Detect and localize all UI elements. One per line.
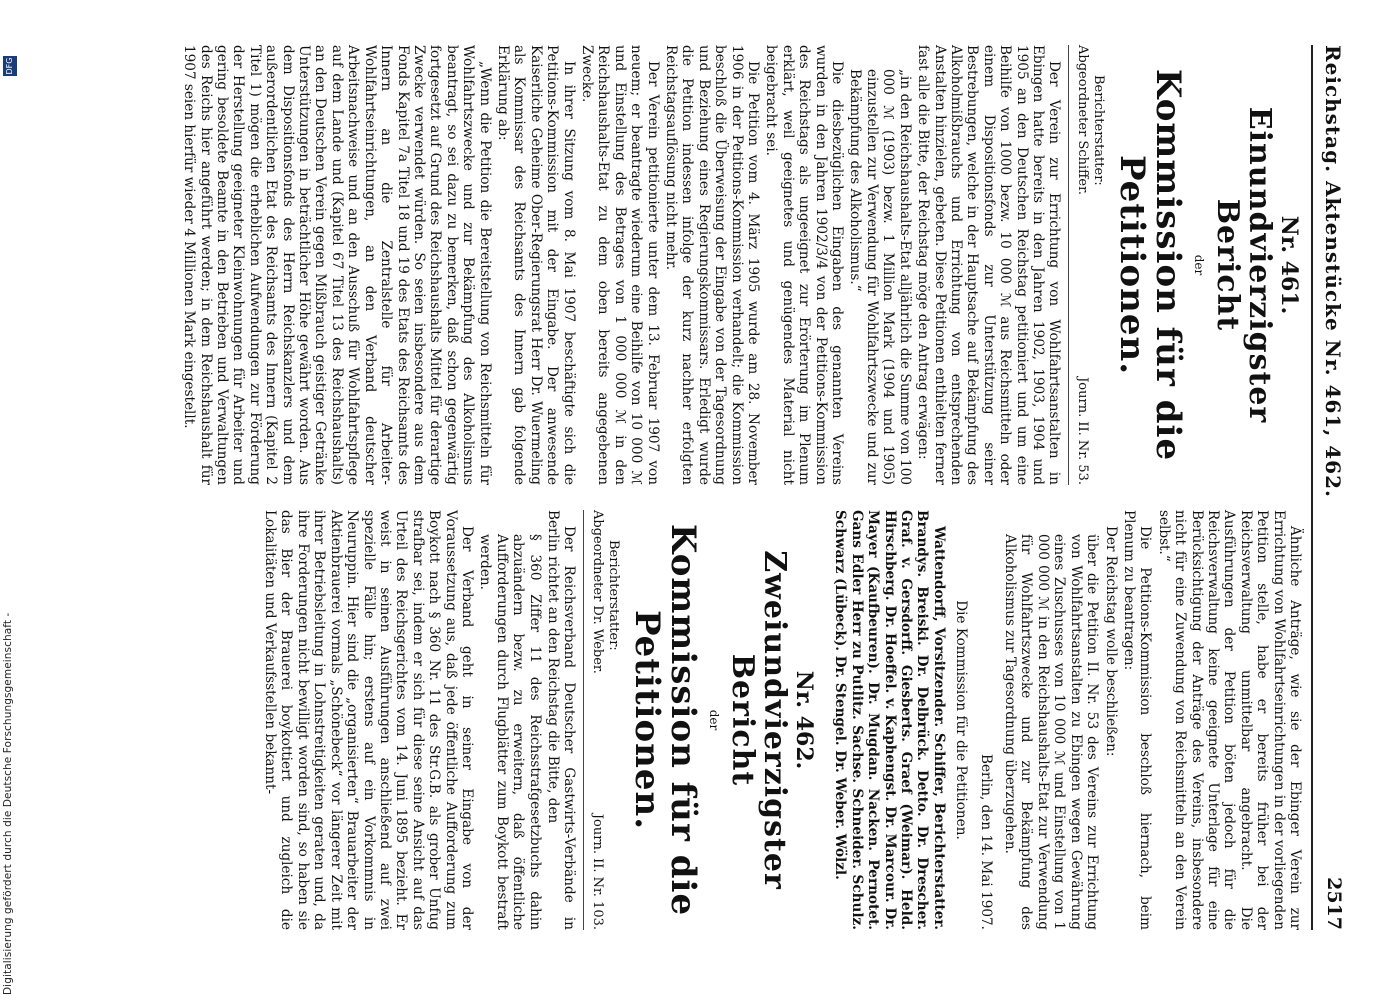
paragraph: Die diesbezüglichen Eingaben des genannten Vereins wurden in den Jahren 1902/3/4 von der Petitions-Kommission des Reichstags als ungeeignet zur Erörterung im Plenum erklärt, weil geeignetes und genügendes Material nicht beigebracht sei.	[763, 45, 846, 485]
column-right	[20, 510, 1303, 930]
journal-number-2: Journ. II. Nr. 103.	[589, 813, 605, 930]
commission-members: Wattendorff, Vorsitzender. Schiffer, Berichterstatter. Brandys. Breiski. Dr. Delbrück. Detto. Dr. Drescher. Graf. v. Gersdorff. Giesberts. Graef (Weimar). Held. Hirschberg. Dr. Hoeffel. v. Kaphengst. Dr. Marcour. Dr. Mayer (Kaufbeuren). Dr. Mugdan. Nacken. Pernotet. Gans Edler Herr zu Putlitz. Sachse. Schneider. Schulz. Schwarz (Lübeck). Dr. Stengel. Dr. Weber. Wölzl.	[832, 510, 947, 930]
commission-heading: Die Kommission für die Petitionen.	[953, 600, 970, 840]
report-number: Nr. 461.	[1276, 215, 1302, 315]
page-header	[1313, 45, 1353, 930]
report-reference	[1073, 45, 1106, 485]
reporter-label-2: Berichterstatter:	[606, 540, 622, 651]
paragraph: Der Verein zur Errichtung von Wohlfahrtsanstalten in Ebingen hatte bereits in den Jahren 1902, 1903, 1904 und 1905 an den Deutschen Reichstag petitioniert und um eine Beihilfe von 1000 bezw. 10 000 ℳ aus Reichsmitteln oder einem Dispositionsfonds zur Unterstützung seiner Bestrebungen, welche in der Hauptsache auf Bekämpfung des Alkoholmißbrauchs und Errichtung von entsprechenden Anstalten hinzielen, gebeten. Diese Petitionen enthielten ferner fast alle die Bitte, der Reichstag möge den Antrag erwägen:	[915, 45, 1063, 485]
journal-number: Journ. II. Nr. 53.	[1074, 377, 1090, 485]
paragraph: Der Reichsverband Deutscher Gastwirts-Verbände in Berlin richtet an den Reichstag die Bitte, den	[545, 510, 578, 930]
report-title-2: Zweiundvierzigster Bericht	[724, 550, 792, 890]
resolution-text: über die Petition II. Nr. 53 des Vereins zur Errichtung von Wohlfahrtsanstalten zu Ebingen wegen Gewährung eines Zuschusses von 10 000 ℳ und Einstellung von 1 000 000 ℳ in den Reichshaushalts-Etat zur Verwendung für Wohlfahrtszwecke und zur Bekämpfung des Alkoholismus zur Tagesordnung überzugehen.	[1002, 534, 1101, 930]
digitization-credit: Digitalisierung gefördert durch die Deutsche Forschungsgemeinschaft -	[2, 612, 14, 995]
column-left	[20, 45, 1303, 485]
paragraph: „Wenn die Petition die Bereitstellung von Reichsmitteln für Wohlfahrtszwecke und zur Bekämpfung des Alkoholismus beantragt, so sei dazu zu bemerken, daß schon gegenwärtig fortgesetzt auf Grund des Reichshaushalts Mittel für derartige Zwecke verwendet würden. So seien insbesondere aus dem Fonds Kapitel 7a Titel 18 und 19 des Etats des Reichsamts des Innern an die Zentralstelle für Arbeiter-Wohlfahrtseinrichtungen, an den Verband deutscher Arbeitsnachweise und an den Ausschuß für Wohlfahrtspflege auf dem Lande und (Kapitel 67 Titel 13 des Reichshaushalts) an den Deutschen Verein gegen Mißbrauch geistiger Getränke Unterstützungen in beträchtlicher Höhe gewährt worden. Aus dem Dispositionsfonds des Herrn Reichskanzlers und dem außerordentlichen Etat des Reichsamts des Innern (Kapitel 2 Titel 1) mögen die erheblichen Aufwendungen zur Förderung der Herstellung geeigneter Kleinwohnungen für Arbeiter und gering besoldete Beamte in den Betrieben und Verwaltungen des Reichs hier angeführt werden; in dem Reichshaushalt für 1907 seien hierfür wieder 4 Millionen Mark eingestellt.	[181, 45, 493, 485]
report-der: der	[1191, 254, 1206, 276]
reporter-name-2: Abgeordneter Dr. Weber.	[589, 510, 605, 674]
report-subtitle: Kommission für die Petitionen.	[1112, 68, 1189, 462]
quoted-motion: „in den Reichshaushalts-Etat alljährlich die Summe von 100 000 ℳ (1903) bezw. 1 Million Mark (1904 und 1905) einzustellen zur Verwendung für Wohlfahrtszwecke und zur Bekämpfung des Alkoholismus.“	[847, 69, 913, 485]
report-number-2: Nr. 462.	[791, 670, 818, 770]
report-title: Einundvierzigster Bericht	[1209, 106, 1277, 424]
paragraph: Die Petitions-Kommission beschloß hiernach, beim Plenum zu beantragen:	[1120, 510, 1154, 930]
paragraph: Der Verband geht in seiner Eingabe von der Voraussetzung aus, daß jede öffentliche Aufforderung zum Boykott nach § 360 Nr. 11 des Str.G.B. als grober Unfug strafbar sei, indem er sich für diese seine Ansicht auf das Urteil des Reichsgerichtes vom 14. Juni 1895 bezieht. Er weist in seinen Ausführungen anschließend auf zwei spezielle Fälle hin; erstens auf ein Vorkommnis in Neuruppin. Hier sind die „organisierten“ Brauarbeiter der Aktienbrauerei vormals „Schönebeck“ vor längerer Zeit mit ihrer Betriebsleitung in Lohnstreitigkeiten geraten und, da ihre Forderungen nicht bewilligt worden sind, so haben sie das Bier der Brauerei boykottiert und zugleich die Lokalitäten und Verkaufsstellen bekannt-	[262, 510, 475, 930]
reporter-name: Abgeordneter Schiffer.	[1074, 45, 1090, 195]
reference-rule	[1068, 45, 1069, 485]
reporter-label: Berichterstatter:	[1091, 75, 1107, 186]
paragraph: Die Petition vom 4. März 1905 wurde am 28. November 1906 in der Petitions-Kommission verhandelt; die Kommission beschloß die Überweisung der Eingabe von der Tagesordnung und Beziehung eines Regierungskommissars. Erledigt wurde die Petition indessen infolge der kurz nachher erfolgten Reichstagsauflösung nicht mehr.	[663, 45, 762, 485]
paragraph: Der Verein petitionierte unter dem 13. Februar 1907 von neuem; er beantragte wiederum eine Beihilfe von 10 000 ℳ und Einstellung des Betrages von 1 000 000 ℳ in den Reichshaushalts-Etat zu dem oben bereits angegebenen Zwecke.	[579, 45, 661, 485]
dfg-logo: DFG	[3, 56, 17, 76]
header-rule	[1311, 45, 1313, 930]
paragraph: Der Reichstag wolle beschließen:	[1102, 526, 1119, 757]
paragraph: Ähnliche Anträge, wie sie der Ebinger Verein zur Errichtung von Wohlfahrtseinrichtungen in der vorliegenden Petition stelle, habe er bereits früher bei der Reichsverwaltung unmittelbar angebracht. Die Ausführungen der Petition böten jedoch für die Reichsverwaltung keine geeignete Unterlage für eine Berücksichtigung der Anträge des Vereins, insbesondere nicht für eine Zuwendung von Reichsmitteln an den Verein selbst.“	[1155, 510, 1303, 930]
reference-rule-2	[583, 510, 584, 930]
header-title: Reichstag. Aktenstücke Nr. 461, 462.	[1321, 45, 1345, 498]
paragraph: In ihrer Sitzung vom 8. Mai 1907 beschäftigte sich die Petitions-Kommission mit der Eingabe. Der anwesende Kaiserliche Geheime Ober-Regierungsrat Herr Dr. Wuermeling als Kommissar des Reichsamts des Innern gab folgende Erklärung ab:	[494, 45, 577, 485]
sidebar-credit	[0, 0, 24, 1000]
report-subtitle-2: Kommission für die Petitionen.	[627, 523, 704, 917]
date-line: Berlin, den 14. Mai 1907.	[977, 754, 994, 930]
report-reference-2	[588, 510, 621, 930]
petition-request: § 360 Ziffer 11 des Reichsstrafgesetzbuchs dahin abzuändern bezw. zu erweitern, daß öffentliche Aufforderungen durch Flugblätter zum Boykott bestraft werden.	[477, 534, 543, 930]
page-number: 2517	[1323, 877, 1345, 930]
report-der-2: der	[706, 709, 721, 731]
